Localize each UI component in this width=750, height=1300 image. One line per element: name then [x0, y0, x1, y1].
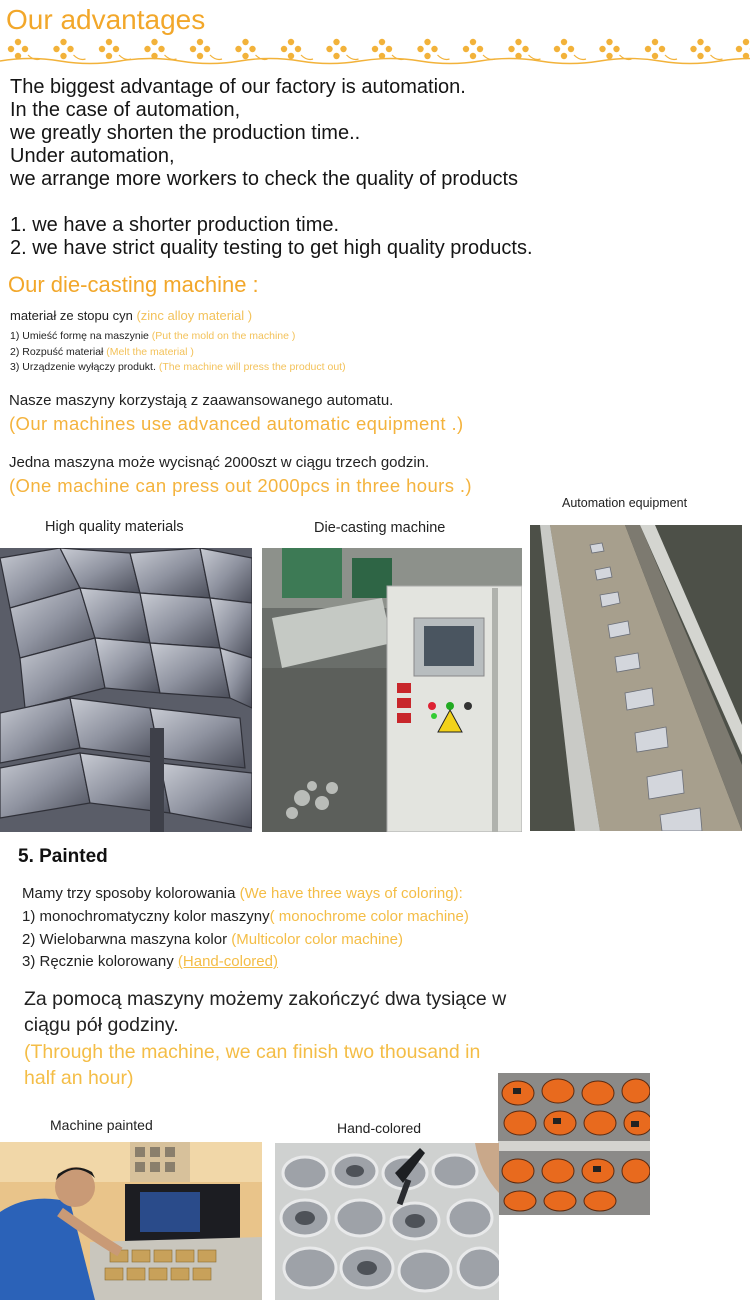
- intro-point: 2. we have strict quality testing to get high quality products.: [10, 237, 533, 259]
- painted-title: 5. Painted: [18, 846, 108, 867]
- method-en: ( monochrome color machine): [269, 908, 469, 925]
- flower-icon: [372, 39, 404, 60]
- flower-icon: [99, 39, 131, 60]
- machine-painted-photo: [0, 1142, 262, 1300]
- step-pl: 3) Urządzenie wyłączy produkt.: [10, 361, 156, 373]
- step-en: (Put the mold on the machine ): [151, 330, 296, 342]
- intro-line: In the case of automation,: [10, 99, 241, 121]
- caption-diecasting-machine: Die-casting machine: [314, 520, 446, 536]
- intro-line: The biggest advantage of our factory is automation.: [10, 76, 466, 98]
- diecasting-title: Our die-casting machine :: [8, 272, 259, 297]
- material-en: (zinc alloy material ): [136, 308, 253, 323]
- material-pl: materiał ze stopu cyn: [10, 308, 133, 323]
- method-pl: 3) Ręcznie kolorowany: [22, 953, 174, 970]
- speed-pl-line: ciągu pół godziny.: [24, 1014, 179, 1036]
- flower-icon: [190, 39, 222, 60]
- painted-method: [22, 908, 469, 925]
- flower-icon: [144, 39, 176, 60]
- flower-icon: [690, 39, 722, 60]
- diecasting-machine-photo: [262, 548, 522, 832]
- painted-intro: [22, 885, 463, 902]
- flower-icon: [235, 39, 267, 60]
- step-line: [10, 346, 194, 358]
- flower-icon: [554, 39, 586, 60]
- material-line: [10, 308, 252, 323]
- painted-products-photo: [498, 1073, 650, 1215]
- flower-icon: [736, 39, 750, 60]
- flower-icon: [599, 39, 631, 60]
- method-pl: 1) monochromatyczny kolor maszyny: [22, 908, 270, 925]
- caption-hand-colored: Hand-colored: [337, 1120, 422, 1136]
- intro-line: we greatly shorten the production time..: [10, 122, 361, 144]
- flower-icon: [645, 39, 677, 60]
- flower-icon: [326, 39, 358, 60]
- flower-icon: [281, 39, 313, 60]
- step-en: (The machine will press the product out): [158, 361, 346, 373]
- step-pl: 2) Rozpuść materiał: [10, 346, 104, 358]
- flower-icon: [53, 39, 85, 60]
- method-en: (Multicolor color machine): [231, 931, 403, 948]
- flower-icon: [8, 39, 40, 60]
- capacity-en: (One machine can press out 2000pcs in three hours .): [9, 475, 472, 496]
- zinc-ingots-photo: [0, 548, 252, 832]
- painted-intro-pl: Mamy trzy sposoby kolorowania: [22, 885, 236, 902]
- machines-en: (Our machines use advanced automatic equipment .): [9, 413, 464, 434]
- caption-machine-painted: Machine painted: [50, 1117, 153, 1133]
- intro-line: we arrange more workers to check the quality of products: [10, 168, 519, 190]
- step-line: [10, 361, 346, 373]
- hand-colored-photo: [275, 1143, 499, 1300]
- flower-icon: [417, 39, 449, 60]
- step-line: [10, 330, 295, 342]
- speed-pl-line: Za pomocą maszyny możemy zakończyć dwa tysiące w: [24, 988, 507, 1010]
- step-en: (Melt the material ): [106, 346, 194, 358]
- flower-icon: [463, 39, 495, 60]
- machines-pl: Nasze maszyny korzystają z zaawansowanego automatu.: [9, 392, 394, 409]
- capacity-pl: Jedna maszyna może wycisnąć 2000szt w ciągu trzech godzin.: [9, 454, 430, 471]
- page-title: Our advantages: [6, 4, 206, 35]
- step-pl: 1) Umieść formę na maszynie: [10, 330, 149, 342]
- painted-method: [22, 953, 278, 970]
- automation-conveyor-photo: [530, 525, 742, 831]
- intro-line: Under automation,: [10, 145, 175, 167]
- caption-materials: High quality materials: [45, 519, 184, 535]
- flower-icon: [508, 39, 540, 60]
- intro-point: 1. we have a shorter production time.: [10, 214, 340, 236]
- caption-automation: Automation equipment: [562, 496, 688, 510]
- method-en: (Hand-colored): [177, 953, 278, 970]
- method-pl: 2) Wielobarwna maszyna kolor: [22, 931, 228, 948]
- painted-intro-en: (We have three ways of coloring):: [239, 885, 463, 902]
- painted-method: [22, 931, 403, 948]
- speed-en-line: (Through the machine, we can finish two thousand in: [24, 1041, 481, 1063]
- speed-en-line: half an hour): [24, 1067, 134, 1089]
- flower-divider: [0, 36, 750, 70]
